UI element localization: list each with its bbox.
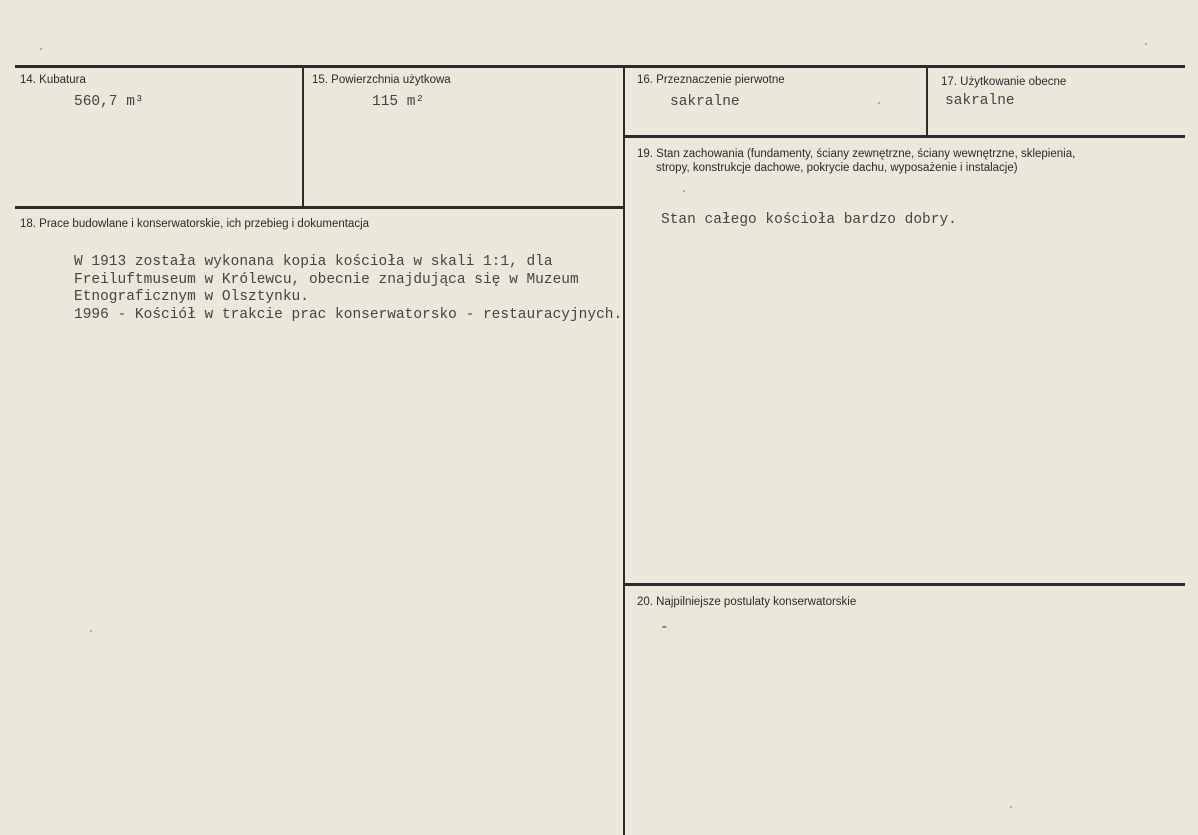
rule-below-19 (625, 583, 1185, 586)
field-18-text (74, 254, 622, 324)
paper-speck (40, 48, 42, 50)
field-19-value: Stan całego kościoła bardzo dobry. (661, 212, 957, 228)
divider-16-17 (926, 66, 928, 137)
field-20-label: 20. Najpilniejsze postulaty konserwatorskie (637, 596, 857, 608)
field-18-line: W 1913 została wykonana kopia kościoła w skali 1:1, dla (74, 254, 553, 270)
field-14-value: 560,7 m³ (74, 94, 144, 110)
paper-speck (1010, 806, 1012, 808)
field-16-value: sakralne (670, 94, 740, 110)
field-15-value: 115 m² (372, 94, 425, 110)
field-17-label: 17. Użytkowanie obecne (941, 76, 1067, 88)
field-20-value: - (660, 620, 669, 636)
field-18-line: Etnograficznym w Olsztynku. (74, 289, 309, 305)
field-14-label: 14. Kubatura (20, 74, 86, 86)
field-19-label-line-2: stropy, konstrukcje dachowe, pokrycie dachu, wyposażenie i instalacje) (656, 162, 1018, 174)
top-rule (15, 65, 1185, 68)
rule-below-16-17 (625, 135, 1185, 138)
divider-left-right (623, 66, 625, 835)
paper-speck (1145, 43, 1147, 45)
paper-speck (90, 630, 92, 632)
field-18-line: Freiluftmuseum w Królewcu, obecnie znajdująca się w Muzeum (74, 271, 579, 288)
field-18-label: 18. Prace budowlane i konserwatorskie, ich przebieg i dokumentacja (20, 218, 370, 230)
paper-speck (878, 102, 880, 104)
field-15-label: 15. Powierzchnia użytkowa (312, 74, 451, 86)
divider-14-15 (302, 66, 304, 208)
field-19-label-line-1: 19. Stan zachowania (fundamenty, ściany zewnętrzne, ściany wewnętrzne, sklepienia, (637, 148, 1076, 160)
field-17-value: sakralne (945, 93, 1015, 109)
field-16-label: 16. Przeznaczenie pierwotne (637, 74, 785, 86)
rule-below-14-15 (15, 206, 625, 209)
field-18-line: 1996 - Kościół w trakcie prac konserwatorsko - restauracyjnych. (74, 306, 623, 323)
paper-speck (683, 190, 685, 192)
